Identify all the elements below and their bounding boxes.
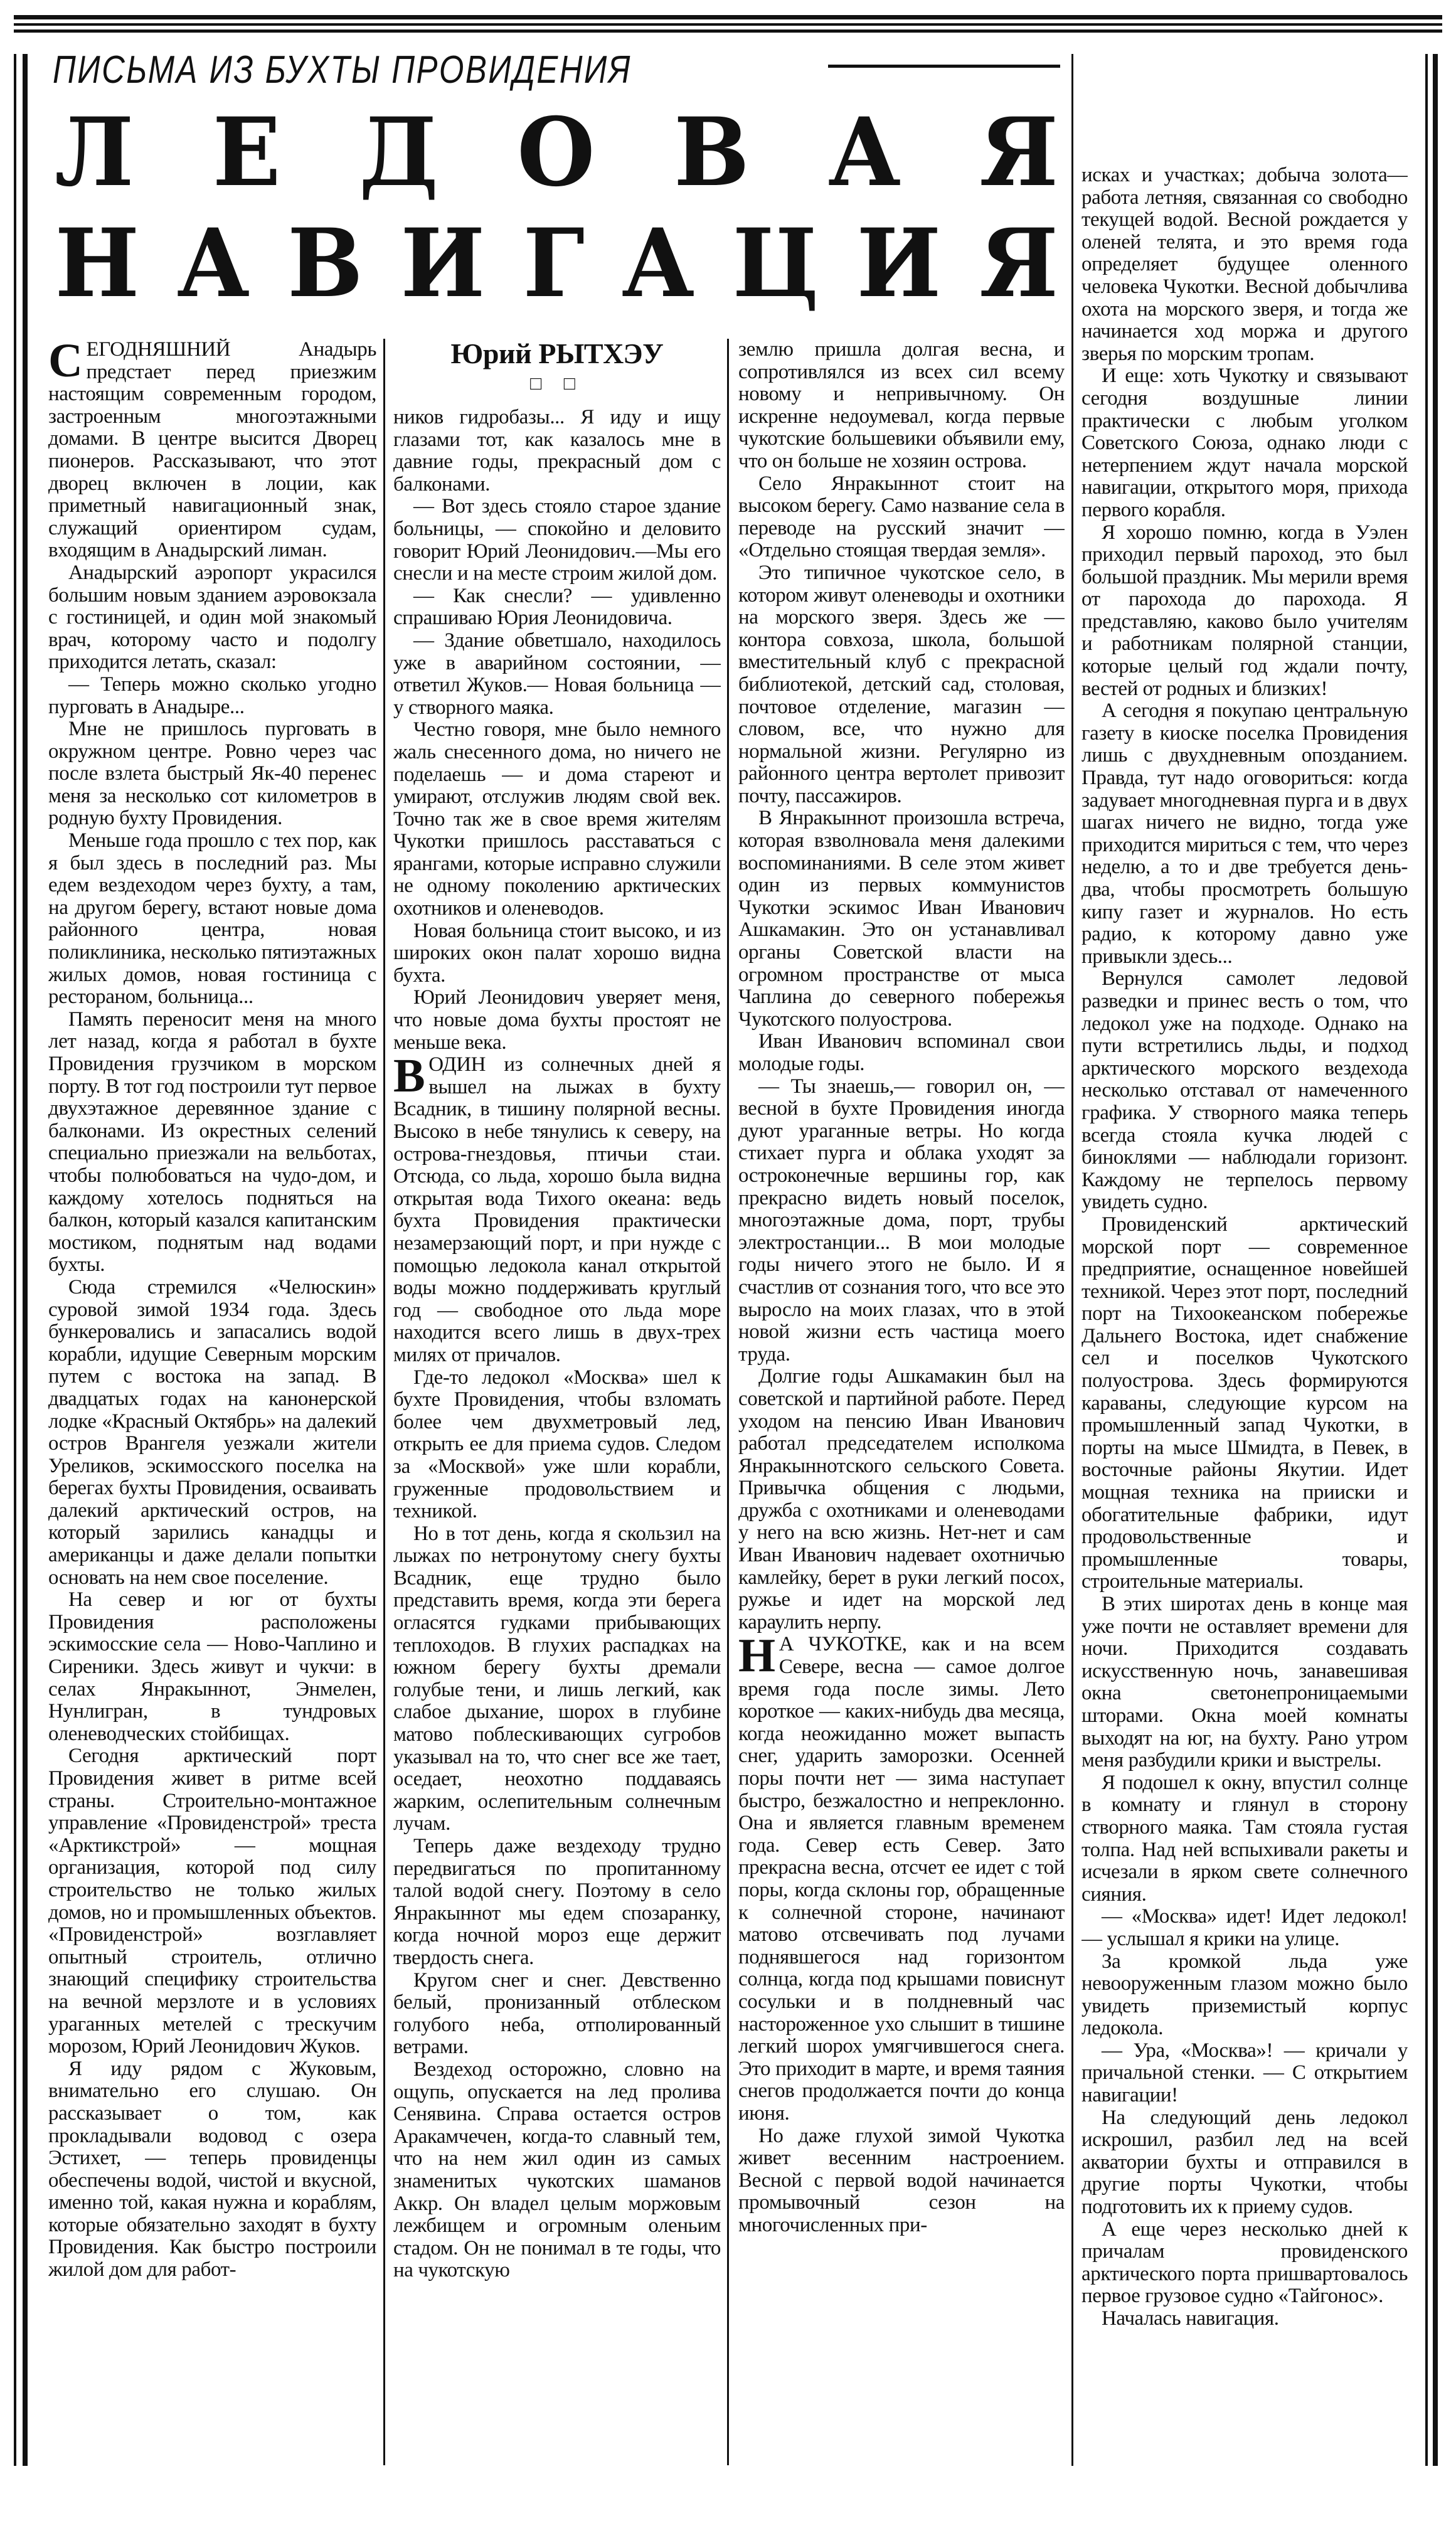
headline-letter: Е <box>212 97 281 208</box>
paragraph-text: Анадырский аэропорт украсился большим новым зданием аэровокзала с гостиницей, и один мой знакомый врач, которому часто и подолгу приходится летать, сказал: <box>48 561 376 674</box>
paragraph-text: Теперь даже вездеходу трудно передвигаться по пропитанному талой водой снегу. Поэтому в село Янракыннот мы едем спозаранку, когда ночной мороз еще держит твердость снега. <box>393 1835 721 1969</box>
drop-cap: С <box>48 339 83 387</box>
paragraph-text: — Ты знаешь,— говорил он, — весной в бухте Провидения иногда дуют ураганные ветры. Но когда стихает пурга и облака уходят за остроконечные вершины гор, как прекрасно видеть новый поселок, многоэтажные дома, порт, трубы электростанции... В мои молодые годы ничего этого не было. И я счастлив от сознания того, что все это выросло на моих глазах, что в этой новой жизни есть частица моего труда. <box>738 1075 1065 1366</box>
article-paragraph <box>1081 1772 1408 1906</box>
headline-letter: Я <box>979 97 1058 208</box>
column-divider <box>727 339 729 2465</box>
paragraph-text: — Здание обветшало, находилось уже в аварийном состоянии, — ответил Жуков.— Новая больница — у створного маяка. <box>393 629 721 719</box>
paragraph-text: Но в тот день, когда я скользил на лыжах по нетронутому снегу бухты Всадник, еще трудно было представить время, когда эти берега огласятся гудками прибывающих теплоходов. В глухих распадках на южном берегу бухты дремали голубые тени, и лишь легкий, как слабое дыхание, шорох в глубине матово поблескивающих сугробов указывал на то, что снег все же тает, оседает, неохотно поддаваясь жарким, ослепительным солнечным лучам. <box>393 1522 721 1835</box>
article-paragraph <box>393 630 721 719</box>
lead-in: ОДИН <box>428 1053 486 1076</box>
top-rule-thick <box>14 15 1442 19</box>
article-paragraph <box>738 562 1065 808</box>
article-paragraph <box>393 1835 721 1970</box>
article-paragraph <box>393 987 721 1054</box>
column-divider <box>1071 54 1073 2466</box>
paragraph-text: — Ура, «Москва»! — кричали у причальной стенки. — С открытием навигации! <box>1081 2039 1408 2107</box>
drop-cap: Н <box>738 1629 775 1682</box>
column-divider <box>383 339 385 2465</box>
article-paragraph <box>738 1076 1065 1366</box>
byline-ornament: □ □ <box>530 373 584 394</box>
paragraph-text: исках и участках; добыча золота—работа летняя, связанная со свободно текущей водой. Весной рождается у оленей телята, и это время года определяет будущее оленного человека Чукотки. Весной добычлива охота на морского зверя, и тогда же начинается ход моржа и другого зверья по морским тропам. <box>1081 164 1408 365</box>
article-paragraph <box>48 830 376 1009</box>
paragraph-text: Долгие годы Ашкамакин был на советской и партийной работе. Перед уходом на пенсию Иван Иванович работал председателем исполкома Янракыннотского сельского Совета. Привычка общения с людьми, дружба с охотниками и оленеводами у него на всю жизнь. Нет-нет и сам Иван Иванович надевает охотничью камлейку, берет в руки легкий посох, ружье и идет на морской лед караулить нерпу. <box>738 1365 1065 1633</box>
headline-letter: Л <box>55 97 134 208</box>
paragraph-text: Это типичное чукотское село, в котором живут оленеводы и охотники на морского зверя. Здесь же — контора совхоза, школа, большой вместительный клуб с прекрасной библиотекой, детский сад, столовая, почтовое отделение, магазин — словом, все, что нужно для нормальной жизни. Регулярно из районного центра вертолет привозит почту, пассажиров. <box>738 561 1065 807</box>
paragraph-text: Кругом снег и снег. Девственно белый, пронизанный отблеском голубого неба, отполированный ветрами. <box>393 1968 721 2059</box>
article-paragraph <box>1081 164 1408 365</box>
article-paragraph <box>48 674 376 718</box>
article-column-2 <box>393 339 721 2465</box>
paragraph-text: А еще через несколько дней к причалам провиденского арктического порта пришвартовалось первое грузовое судно «Тайгонос». <box>1081 2217 1408 2308</box>
paragraph-text: Провиденский арктический морской порт — современное предприятие, оснащенное новейшей техникой. Через этот порт, последний порт на Тихоокеанском побережье Дальнего Востока, идет снабжение сел и поселков Чукотского полуострова. Здесь формируются караваны, следующие курсом на промышленный запад Чукотки, в порты на мысе Шмидта, в Певек, в восточные районы Якутии. Идет мощная техника на прииски и обогатительные фабрики, идут продовольственные и промышленные товары, строительные материалы. <box>1081 1213 1408 1593</box>
headline-letter: Ц <box>732 208 819 319</box>
article-column-4 <box>1081 164 1408 2465</box>
article-paragraph <box>393 1523 721 1835</box>
paragraph-text: На север и юг от бухты Провидения расположены эскимосские села — Ново-Чаплино и Сиреники. Здесь живут и чукчи: в селах Янракыннот, Энмелен, Нунлигран, в тундровых оленеводческих стойбищах. <box>48 1588 376 1745</box>
headline-letter: А <box>622 208 695 319</box>
top-rule-middle <box>14 23 1442 26</box>
paragraph-text: Село Янракыннот стоит на высоком берегу. Само название села в переводе на русский значит — «Отдельно стоящая твердая земля». <box>738 472 1065 562</box>
headline-letter: И <box>401 208 486 319</box>
paragraph-text: Новая больница стоит высоко, и из широких окон палат хорошо видна бухта. <box>393 919 721 987</box>
right-border-inner <box>1433 54 1438 2466</box>
article-paragraph <box>393 719 721 920</box>
article-paragraph <box>48 1277 376 1589</box>
paragraph-text: Я хорошо помню, когда в Уэлен приходил первый пароход, это был большой праздник. Мы мерили время от парохода до парохода. Я представляю, каково было учителям и работникам полярной станции, которые целый год ждали почту, вестей от родных и близких! <box>1081 521 1408 700</box>
headline-letter: В <box>673 97 750 208</box>
paragraph-text: Сегодня арктический порт Провидения живет в ритме всей страны. Строительно-монтажное управление «Провиденстрой» треста «Арктикстрой» — мощная организация, которой под силу строительство не только жилых домов, но и промышленных объектов. «Провиденстрой» возглавляет опытный строитель, отлично знающий специфику строительства на вечной мерзлоте и в условиях ураганных метелей с трескучим морозом, Юрий Леонидович Жуков. <box>48 1744 376 2058</box>
article-paragraph <box>393 406 721 496</box>
paragraph-text: землю пришла долгая весна, и сопротивлялся из всех сил всему новому и непривычному. Он искренне недоумевал, когда первые чукотские большевики объявили ему, что он больше не хозяин острова. <box>738 339 1065 472</box>
article-paragraph <box>1081 522 1408 701</box>
article-paragraph <box>1081 365 1408 521</box>
rubric-kicker: ПИСЬМА ИЗ БУХТЫ ПРОВИДЕНИЯ <box>53 48 632 92</box>
article-paragraph <box>48 562 376 674</box>
paragraph-text: — «Москва» идет! Идет ледокол! — услышал я крики на улице. <box>1081 1905 1408 1950</box>
right-border-outer <box>1425 54 1428 2466</box>
article-paragraph <box>393 1970 721 2059</box>
paragraph-text: Я иду рядом с Жуковым, внимательно его слушаю. Он рассказывает о том, как прокладывали водовод с озера Эстихет, — теперь провиденцы обеспечены водой, чистой и вкусной, именно той, какая нужна и кораблям, которые обязательно заходят в бухту Провидения. Как быстро построили жилой дом для работ- <box>48 2057 376 2281</box>
paragraph-text: Память переносит меня на много лет назад, когда я работал в бухте Провидения грузчиком в морском порту. В тот год построили тут первое двухэтажное деревянное здание с балконами. Из окрестных селений специально приезжали на вельботах, чтобы полюбоваться на чудо-дом, и каждому хотелось подняться на балкон, который казался капитанским мостиком, поднятым над водами бухты. <box>48 1007 376 1277</box>
article-paragraph <box>393 920 721 987</box>
article-paragraph <box>48 1009 376 1277</box>
paragraph-text: А сегодня я покупаю центральную газету в киоске поселка Провидения лишь с двухдневным опозданием. Правда, тут надо оговориться: когда задувает многодневная пурга и в двух шагах ничего не видно, тогда уже приходится мириться с тем, что через неделю, а то и две требуется день-два, чтобы просмотреть большую кипу газет и журналов. Но есть радио, к которому давно уже привыкли здесь... <box>1081 699 1408 968</box>
article-paragraph <box>1081 2040 1408 2107</box>
lead-in: ЕГОДНЯШНИЙ <box>86 339 231 361</box>
article-paragraph <box>48 1589 376 1745</box>
article-column-3 <box>738 339 1065 2465</box>
paragraph-text: ников гидробазы... Я иду и ищу глазами тот, как казалось мне в давние годы, прекрасный дом с балконами. <box>393 406 721 496</box>
drop-cap: В <box>393 1049 425 1103</box>
article-paragraph <box>393 1367 721 1523</box>
paragraph-text: Меньше года прошло с тех пор, как я был здесь в последний раз. Мы едем вездеходом через бухту, а там, на другом берегу, встают новые дома районного центра, новая поликлиника, несколько пятиэтажных жилых домов, новая гостиница с рестораном, больница... <box>48 829 376 1009</box>
paragraph-text: Вернулся самолет ледовой разведки и принес весть о том, что ледокол уже на подходе. Однако на пути встретились льды, и подход арктического морского вездехода несколько отставал от намеченного графика. У створного маяка теперь всегда стояла кучка людей с биноклями — наблюдали горизонт. Каждому не терпелось первому увидеть судно. <box>1081 967 1408 1214</box>
paragraph-text: Но даже глухой зимой Чукотка живет весенним настроением. Весной с первой водой начинается промывочный сезон на многочисленных при- <box>738 2124 1065 2236</box>
paragraph-text: Началась навигация. <box>1102 2307 1279 2330</box>
paragraph-text: — Как снесли? — удивленно спрашиваю Юрия Леонидовича. <box>393 584 721 630</box>
article-paragraph <box>48 2058 376 2281</box>
article-paragraph <box>738 807 1065 1031</box>
article-paragraph <box>48 339 376 562</box>
headline-letter: А <box>827 97 901 208</box>
paragraph-text: из солнечных дней я вышел на лыжах в бухту Всадник, в тишину полярной весны. Высоко в небе тянулись к северу, на острова-гнездовья, птичьи стаи. Отсюда, со льда, хорошо была видна открытая вода Тихого океана: ведь бухта Провидения практически незамерзающий порт, и при нужде с помощью ледокола канал открытой воды можно поддерживать круглый год — свободное ото льда море находится всего лишь в двух-трех милях от причалов. <box>393 1053 721 1366</box>
paragraph-text: В Янракыннот произошла встреча, которая взволновала меня далекими воспоминаниями. В селе этом живет один из первых коммунистов Чукотки эскимос Иван Иванович Ашкамакин. Это он устанавливал органы Советской власти на огромном пространстве от мыса Чаплина до северного побережья Чукотского полуострова. <box>738 807 1065 1031</box>
article-paragraph <box>1081 2219 1408 2308</box>
paragraph-text: Мне не пришлось пурговать в окружном центре. Ровно через час после взлета быстрый Як-40 перенес меня за несколько сот километров в родную бухту Провидения. <box>48 718 376 830</box>
headline-line-1 <box>53 97 1060 208</box>
paragraph-text: как и на всем Севере, весна — самое долгое время года после зимы. Лето короткое — каких-нибудь два месяца, когда неожиданно может выпасть снег, ударить заморозки. Осенней поры почти нет — зима наступает быстро, безжалостно и непреклонно. Она и является главным временем года. Север есть Север. Зато прекрасна весна, отсчет ее идет с той поры, когда склоны гор, обращенные к солнечной стороне, начинают матово отсвечивать под лучами поднявшегося над горизонтом солнца, когда под крышами повиснут сосульки и в полдневный час настороженное ухо слышит в тишине легкий шорох умягчившегося снега. Это приходит в марте, и время таяния снегов продолжается почти до конца июня. <box>738 1633 1065 2125</box>
headline-letter: Я <box>979 208 1058 319</box>
paragraph-text: Честно говоря, мне было немного жаль снесенного дома, но ничего не поделаешь — и дома стареют и умирают, отслужив людям свой век. Точно так же в свое время жителям Чукотки пришлось расставаться с ярангами, которые исправно служили не одному поколению арктических охотников и оленеводов. <box>393 718 721 920</box>
paragraph-text: Анадырь предстает перед приезжим настоящим современным городом, застроенным многоэтажными домами. В центре высится Дворец пионеров. Рассказывают, что этот дворец включен в лоции, как приметный навигационный знак, служащий ориентиром судам, входящим в Анадырский лиман. <box>48 339 376 562</box>
paragraph-text: Я подошел к окну, впустил солнце в комнату и глянул в сторону створного маяка. Там стояла густая толпа. Над ней вспыхивали ракеты и исчезали в ярком свете солнечного сияния. <box>1081 1771 1408 1906</box>
article-paragraph <box>738 1366 1065 1633</box>
article-paragraph <box>738 473 1065 562</box>
article-paragraph <box>1081 1951 1408 2040</box>
article-paragraph <box>393 585 721 630</box>
paragraph-text: На следующий день ледокол искрошил, разбил лед на всей акватории бухты и отправился в другие порты Чукотки, чтобы подготовить их к приему судов. <box>1081 2106 1408 2219</box>
headline-letter: О <box>517 97 595 208</box>
paragraph-text: За кромкой льда уже невооруженным глазом можно было увидеть приземистый корпус ледокола. <box>1081 1950 1408 2040</box>
paragraph-text: В этих широтах день в конце мая уже почти не оставляет времени для ночи. Приходится создавать искусственную ночь, занавешивая окна светонепроницаемыми шторами. Окна моей комнаты выходят на юг, на бухту. Рано утром меня разбудили крики и выстрелы. <box>1081 1593 1408 1772</box>
paragraph-text: Вездеход осторожно, словно на ощупь, опускается на лед пролива Сенявина. Справа остается остров Аракамчечен, когда-то славный тем, что на нем жил один из самых знаменитых чукотских шаманов Аккр. Он владел целым моржовым лежбищем и огромным оленьим стадом. Он не понимал в те годы, что на чукотскую <box>393 2058 721 2282</box>
paragraph-text: И еще: хоть Чукотку и связывают сегодня воздушные линии практически с любым уголком Советского Союза, однако люди с нетерпением ждут начала морской навигации, открытого моря, прихода первого корабля. <box>1081 364 1408 521</box>
article-paragraph <box>393 1049 721 1366</box>
paragraph-text: Где-то ледокол «Москва» шел к бухте Провидения, чтобы взломать более чем двухметровый лед, открыть ее для приема судов. Следом за «Москвой» уже шли корабли, груженные продовольствием и техникой. <box>393 1366 721 1523</box>
paragraph-text: Сюда стремился «Челюскин» суровой зимой 1934 года. Здесь бункеровались и запасались водой корабли, идущие Северным морским путем с востока на запад. В двадцатых годах на канонерской лодке «Красный Октябрь» на далекий остров Врангеля уезжали жители Уреликов, эскимосского поселка на берегах бухты Провидения, осваивать далекий арктический остров, на который зарились канадцы и американцы и даже делали попытки основать на нем свое поселение. <box>48 1275 376 1589</box>
headline-line-2 <box>53 208 1060 319</box>
article-paragraph <box>393 496 721 585</box>
article-paragraph <box>1081 2308 1408 2330</box>
headline-letter: Н <box>55 208 140 319</box>
article-column-1 <box>48 339 376 2465</box>
headline-letter: В <box>287 208 363 319</box>
article-paragraph <box>1081 1593 1408 1772</box>
paragraph-text: Юрий Леонидович уверяет меня, что новые дома бухты простоят не меньше века. <box>393 986 721 1054</box>
lead-in: А ЧУКОТКЕ, <box>778 1633 907 1656</box>
article-paragraph <box>1081 700 1408 968</box>
paragraph-text: Иван Иванович вспоминал свои молодые годы. <box>738 1030 1065 1075</box>
article-paragraph <box>48 718 376 830</box>
headline-letter: Г <box>523 208 585 319</box>
paragraph-text: — Теперь можно сколько угодно пурговать в Анадыре... <box>48 672 376 718</box>
headline-letter: И <box>856 208 942 319</box>
headline-letter: Д <box>359 97 438 208</box>
top-rule-bottom <box>14 29 1442 33</box>
left-border-outer <box>14 54 16 2466</box>
author-byline: Юрий РЫТХЭУ <box>450 339 664 369</box>
headline-letter: А <box>177 208 250 319</box>
article-paragraph <box>738 1031 1065 1075</box>
article-paragraph <box>738 2125 1065 2237</box>
article-paragraph <box>1081 968 1408 1214</box>
article-paragraph <box>738 339 1065 473</box>
article-paragraph <box>1081 1214 1408 1593</box>
article-paragraph <box>393 2059 721 2282</box>
article-paragraph <box>48 1745 376 2058</box>
article-paragraph <box>1081 1906 1408 1950</box>
kicker-rule <box>828 65 1060 68</box>
article-paragraph <box>1081 2107 1408 2219</box>
article-paragraph <box>738 1629 1065 2125</box>
left-border-inner <box>23 54 28 2466</box>
paragraph-text: — Вот здесь стояло старое здание больницы, — спокойно и деловито говорит Юрий Леонидович.—Мы его снесли и на месте строим жилой дом. <box>393 495 721 585</box>
